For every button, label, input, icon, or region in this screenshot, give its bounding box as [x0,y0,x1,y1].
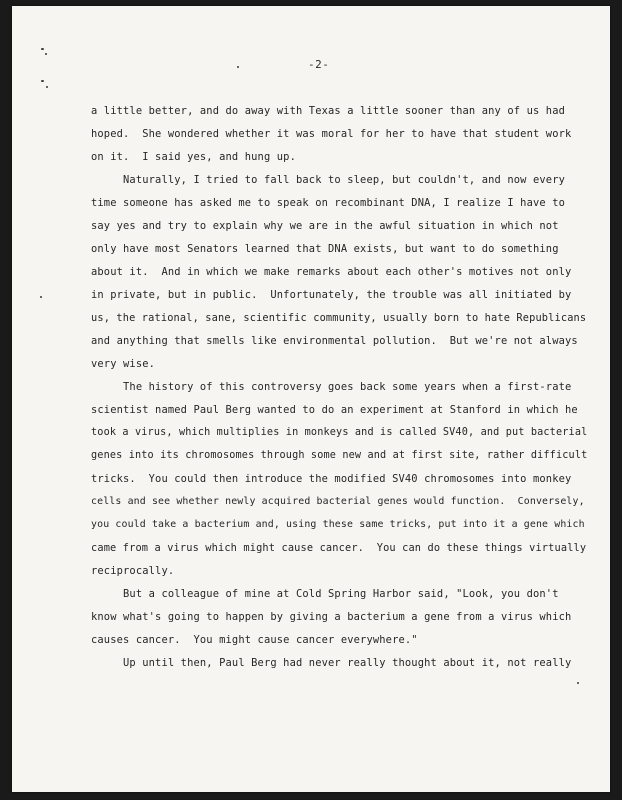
text-line: Naturally, I tried to fall back to sleep, but couldn't, and now every [91,174,566,186]
text-line: time someone has asked me to speak on recombinant DNA, I realize I have to [91,197,566,209]
text-line: The history of this controversy goes back some years when a first-rate [91,381,572,393]
text-line: hoped. She wondered whether it was moral for her to have that student work [91,128,572,140]
text-line: about it. And in which we make remarks about each other's motives not only [91,266,572,278]
text-line: only have most Senators learned that DNA exists, but want to do something [91,243,559,255]
text-line: a little better, and do away with Texas a little sooner than any of us had [91,105,566,117]
text-line: in private, but in public. Unfortunately, the trouble was all initiated by [91,289,572,301]
text-line: know what's going to happen by giving a bacterium a gene from a virus which [91,611,572,623]
text-line: took a virus, which multiplies in monkeys and is called SV40, and put bacterial [91,427,588,438]
text-line: But a colleague of mine at Cold Spring Harbor said, "Look, you don't [91,588,559,600]
margin-speck [41,80,44,82]
text-line: genes into its chromosomes through some new and at first site, rather difficult [91,450,588,461]
text-line: Up until then, Paul Berg had never really thought about it, not really [91,657,572,669]
text-line: say yes and try to explain why we are in the awful situation in which not [91,220,559,232]
body-text [91,6,591,792]
text-line: and anything that smells like environmental pollution. But we're not always [91,335,578,347]
text-line: tricks. You could then introduce the modified SV40 chromosomes into monkey [91,473,572,485]
text-line: you could take a bacterium and, using these same tricks, put into it a gene which [91,519,585,530]
text-line: scientist named Paul Berg wanted to do an experiment at Stanford in which he [91,404,578,416]
margin-speck [41,48,44,50]
page-number: -2- [308,58,330,71]
text-line: reciprocally. [91,565,175,577]
margin-speck [46,86,48,88]
typed-page [12,6,610,792]
text-line: came from a virus which might cause cancer. You can do these things virtually [91,542,587,554]
margin-speck [40,296,42,298]
text-line: very wise. [91,358,156,370]
text-line: on it. I said yes, and hung up. [91,151,296,163]
margin-speck [45,53,47,55]
text-line: causes cancer. You might cause cancer everywhere." [91,634,418,646]
text-line: cells and see whether newly acquired bacterial genes would function. Conversely, [91,496,585,507]
text-line: us, the rational, sane, scientific community, usually born to hate Republicans [91,312,587,324]
